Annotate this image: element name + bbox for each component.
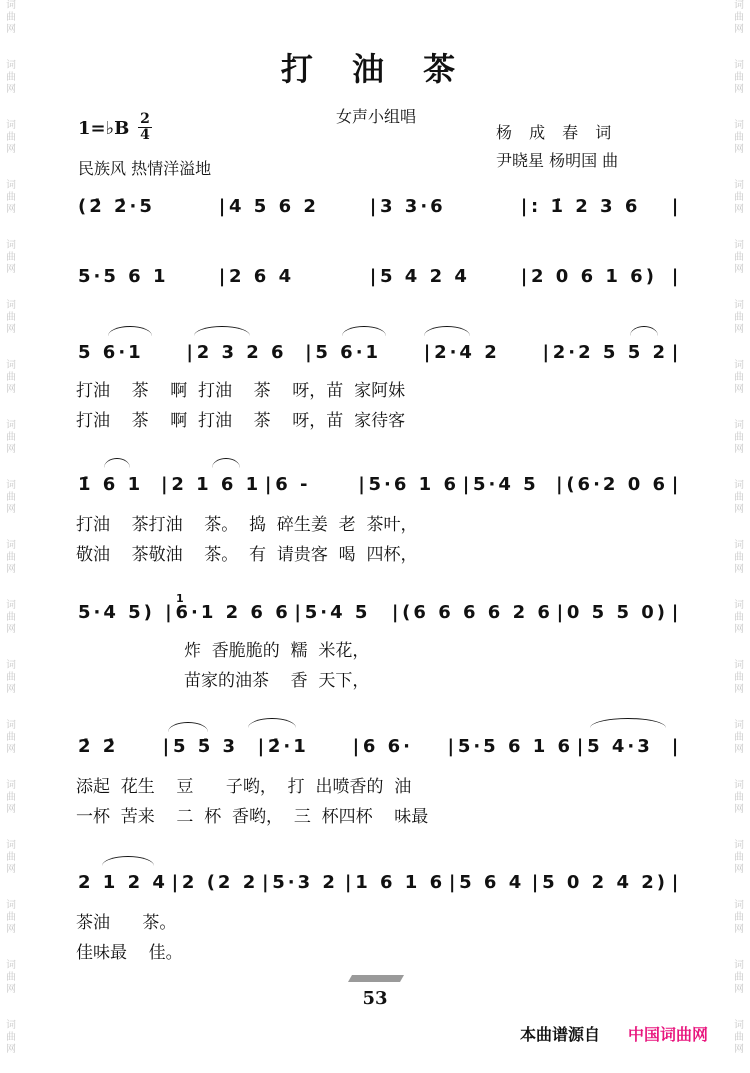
measure: 5 4·3 — [587, 736, 653, 757]
barline: | — [423, 342, 431, 363]
barline: | — [305, 342, 312, 363]
watermark-text: 词 曲 网 — [6, 840, 16, 875]
watermark-text: 词 曲 网 — [6, 300, 16, 335]
key-signature: 1=♭B — [78, 118, 130, 139]
slur — [590, 718, 666, 728]
measure: 2 1 2 4 — [78, 872, 168, 893]
measure: 6 6· — [362, 736, 414, 757]
watermark-text: 词 曲 网 — [6, 960, 16, 995]
page-number: 53 — [362, 988, 388, 1009]
barline: | — [391, 602, 399, 623]
barline: | — [165, 602, 172, 623]
barline: | — [369, 266, 377, 287]
watermark-text: 词 曲 网 — [734, 720, 744, 755]
watermark-text: 词 曲 网 — [734, 1020, 744, 1055]
barline: | — [218, 196, 226, 217]
barline: | — [542, 342, 550, 363]
barline: | — [556, 602, 564, 623]
barline: | — [218, 266, 226, 287]
measure: 2·4 2 — [434, 342, 500, 363]
watermark-text: 词 曲 网 — [6, 360, 16, 395]
watermark-left — [2, 0, 20, 1073]
watermark-text: 词 曲 网 — [6, 540, 16, 575]
slur — [342, 326, 386, 336]
volta-marker: 1 — [176, 592, 184, 605]
time-signature-numerator: 2 — [138, 112, 152, 128]
lyric-line: 打油 茶打油 茶。 捣 碎生姜 老 茶叶， — [76, 515, 418, 535]
lyric-line: 一杯 苦来 二 杯 香哟， 三 杯四杯 味最 — [76, 807, 429, 827]
lyric-line: 打油 茶 啊 打油 茶 呀，苗 家阿妹 — [76, 381, 406, 401]
barline: | — [671, 602, 679, 623]
watermark-text: 词 曲 网 — [6, 60, 16, 95]
lyric-line: 炸 香脆脆的 糯 米花， — [184, 641, 370, 661]
watermark-text: 词 曲 网 — [734, 480, 744, 515]
time-signature — [138, 112, 152, 143]
measure: 5·4 5 — [473, 474, 539, 495]
watermark-text: 词 曲 网 — [6, 240, 16, 275]
measure: 6 - — [275, 474, 311, 495]
measure: 6·1 2 6 6 — [175, 602, 291, 623]
barline: | — [576, 736, 584, 757]
watermark-text: 词 曲 网 — [6, 0, 16, 35]
measure: (2̇ 2̇·5 — [78, 196, 155, 217]
measure: 4 5 6 2 — [229, 196, 319, 217]
staff-row-4 — [78, 474, 682, 495]
measure: 2 6 4 — [229, 266, 295, 287]
barline: | — [556, 474, 563, 495]
measure: 2̇ 2̇ — [78, 736, 119, 757]
watermark-text: 词 曲 网 — [734, 240, 744, 275]
time-signature-denominator: 4 — [140, 127, 150, 143]
measure: 5·4 5) — [78, 602, 155, 623]
measure: 5·4 5 — [304, 602, 371, 623]
measure: 5 6·1 — [315, 342, 382, 363]
watermark-text: 词 曲 网 — [734, 840, 744, 875]
measure: 5 4 2 4 — [380, 266, 470, 287]
watermark-text: 词 曲 网 — [734, 360, 744, 395]
watermark-right — [730, 0, 748, 1073]
watermark-text: 词 曲 网 — [6, 480, 16, 515]
watermark-text: 词 曲 网 — [734, 420, 744, 455]
barline: | — [531, 872, 539, 893]
measure: 1̇ 6 1 — [78, 474, 144, 495]
barline: | — [261, 872, 269, 893]
barline: | — [462, 474, 470, 495]
watermark-text: 词 曲 网 — [6, 660, 16, 695]
barline: | — [520, 196, 528, 217]
lyric-line: 敬油 茶敬油 茶。 有 请贵客 喝 四杯， — [76, 545, 418, 565]
measure: 2·2 5 5 2 — [552, 342, 669, 363]
measure: 5 0 2 4 2) — [542, 872, 669, 893]
watermark-text: 词 曲 网 — [6, 900, 16, 935]
staff-row-5 — [78, 602, 682, 623]
measure: 2̇·1 — [267, 736, 309, 757]
measure: (6·2 0 6 — [566, 474, 669, 495]
watermark-text: 词 曲 网 — [734, 0, 744, 35]
lyric-line: 茶油 茶。 — [76, 913, 177, 933]
lyric-line: 苗家的油茶 香 天下， — [184, 671, 370, 691]
barline: | — [520, 266, 528, 287]
barline: | — [671, 872, 679, 893]
slur — [424, 326, 470, 336]
barline: | — [264, 474, 272, 495]
staff-row-7 — [78, 872, 682, 893]
barline: | — [344, 872, 352, 893]
barline: | — [447, 736, 455, 757]
measure: 2 3 2 6 — [196, 342, 287, 363]
watermark-text: 词 曲 网 — [734, 120, 744, 155]
barline: | — [671, 474, 679, 495]
measure: 5·3 2 — [272, 872, 338, 893]
slur — [248, 718, 296, 728]
watermark-text: 词 曲 网 — [734, 300, 744, 335]
watermark-text: 词 曲 网 — [6, 1020, 16, 1055]
measure: 0 5 5 0) — [566, 602, 669, 623]
slur — [168, 722, 208, 732]
barline: | — [448, 872, 456, 893]
lyric-line: 添起 花生 豆 子哟， 打 出喷香的 油 — [76, 777, 412, 797]
style-marking: 民族风 热情洋溢地 — [78, 159, 212, 178]
slur — [104, 458, 130, 468]
measure: 5·6 1 6 — [368, 474, 459, 495]
barline: | — [186, 342, 193, 363]
watermark-text: 词 曲 网 — [734, 600, 744, 635]
staff-row-6 — [78, 736, 682, 757]
barline: | — [161, 474, 168, 495]
performance-note: 女声小组唱 — [336, 107, 417, 126]
watermark-text: 词 曲 网 — [6, 180, 16, 215]
measure: 5·5 6 1 6 — [457, 736, 574, 757]
measure: 5 5̇ 3 — [172, 736, 239, 757]
slur — [102, 856, 154, 866]
watermark-text: 词 曲 网 — [6, 720, 16, 755]
watermark-text: 词 曲 网 — [6, 600, 16, 635]
watermark-text: 词 曲 网 — [6, 420, 16, 455]
slur — [108, 326, 152, 336]
measure: 2 (2 2 — [181, 872, 259, 893]
watermark-text: 词 曲 网 — [734, 780, 744, 815]
barline: | — [671, 342, 679, 363]
source-label: 本曲谱源自 — [520, 1025, 601, 1044]
measure: 2 1 6 1 — [171, 474, 262, 495]
measure: 5 6 4 — [459, 872, 525, 893]
barline: | — [294, 602, 301, 623]
staff-row-1 — [78, 196, 682, 217]
measure: 5·5 6 1 — [78, 266, 169, 287]
barline: | — [671, 196, 679, 217]
slur — [194, 326, 250, 336]
measure: 5 6·1 — [78, 342, 144, 363]
page-divider — [348, 975, 404, 982]
measure: 3 3·6 — [380, 196, 446, 217]
watermark-text: 词 曲 网 — [734, 660, 744, 695]
song-title: 打 油 茶 — [280, 50, 470, 88]
slur — [212, 458, 240, 468]
barline: | — [162, 736, 170, 757]
measure: (6 6 6 6 2 6 — [402, 602, 553, 623]
barline: | — [671, 266, 679, 287]
watermark-text: 词 曲 网 — [734, 180, 744, 215]
staff-row-3 — [78, 342, 682, 363]
barline: | — [358, 474, 365, 495]
lyricist-credit: 杨 成 春 词 — [496, 123, 618, 142]
lyric-line: 打油 茶 啊 打油 茶 呀，苗 家待客 — [76, 411, 406, 431]
barline: | — [352, 736, 360, 757]
source-site-link[interactable]: 中国词曲网 — [628, 1025, 709, 1044]
watermark-text: 词 曲 网 — [734, 960, 744, 995]
staff-row-2 — [78, 266, 682, 287]
barline: | — [171, 872, 179, 893]
lyric-line: 佳味最 佳。 — [76, 943, 183, 963]
barline: | — [369, 196, 377, 217]
barline: | — [257, 736, 265, 757]
measure: 1 6 1 6 — [355, 872, 446, 893]
composer-credit: 尹晓星 杨明国 曲 — [496, 151, 619, 170]
watermark-text: 词 曲 网 — [734, 540, 744, 575]
watermark-text: 词 曲 网 — [6, 120, 16, 155]
watermark-text: 词 曲 网 — [734, 900, 744, 935]
watermark-text: 词 曲 网 — [6, 780, 16, 815]
watermark-text: 词 曲 网 — [734, 60, 744, 95]
measure: 2 0 6 1 6) — [531, 266, 657, 287]
measure: : 1̇ 2 3 6 — [531, 196, 641, 217]
slur — [630, 326, 658, 336]
barline: | — [671, 736, 679, 757]
